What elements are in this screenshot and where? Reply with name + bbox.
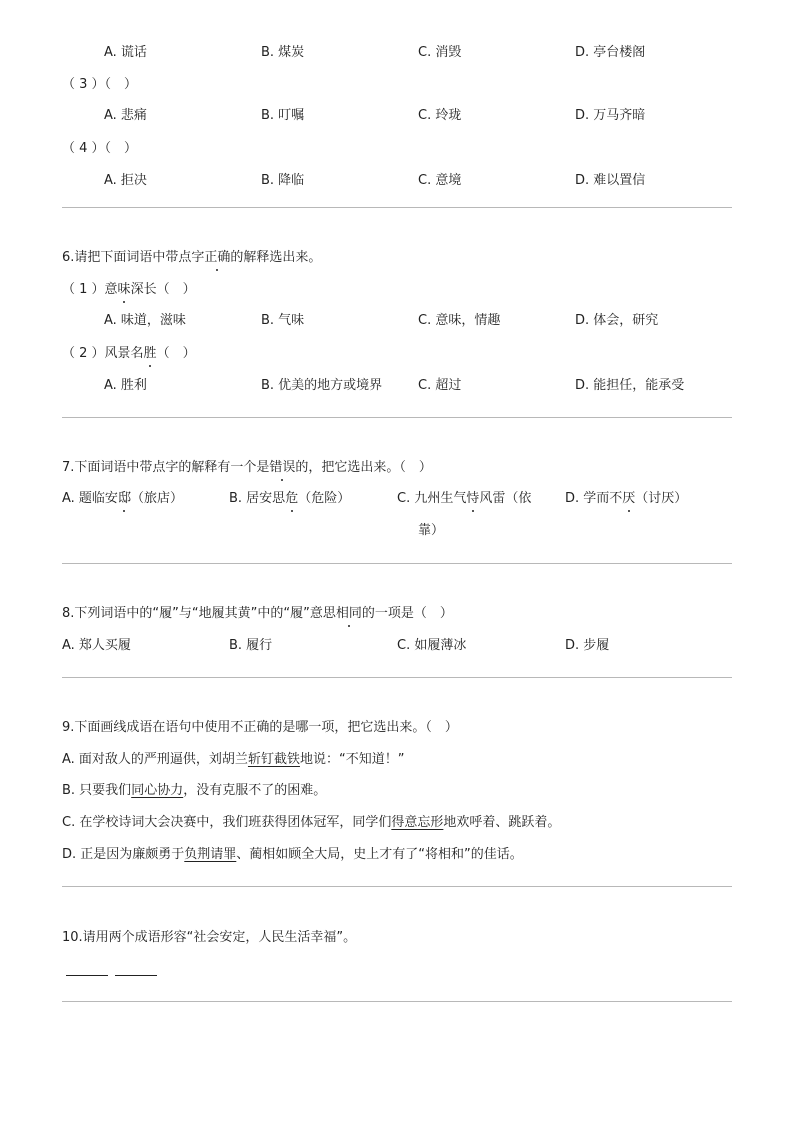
q5-p2-option-b[interactable]: B. 煤炭	[261, 45, 305, 60]
q5-p4-option-c[interactable]: C. 意境	[418, 173, 462, 188]
q9-b-underlined-idiom: 同心协力	[131, 783, 184, 798]
q5-p3-option-c[interactable]: C. 玲珑	[418, 108, 462, 123]
q5-part3-label: （ 3 ）（ ）	[62, 77, 138, 92]
q7-b-text-end: （危险）	[298, 491, 351, 506]
q6-p1-option-a[interactable]: A. 味道，滋味	[104, 313, 186, 328]
q10-stem: 10.请用两个成语形容“社会安定，人民生活幸福”。	[62, 930, 357, 945]
q9-option-a[interactable]	[62, 751, 404, 769]
q5-part4-label: （ 4 ）（ ）	[62, 141, 138, 156]
q8-stem-text-end: 的一项是（ ）	[361, 606, 453, 621]
q5-p2-option-d[interactable]: D. 亭台楼阁	[575, 45, 646, 60]
q6-p2-text-end: （ ）	[156, 346, 196, 361]
q5-p3-option-a[interactable]: A. 悲痛	[104, 108, 147, 123]
answer-blank-2[interactable]	[115, 975, 157, 976]
divider	[62, 886, 732, 887]
q9-a-text: A. 面对敌人的严刑逼供，刘胡兰	[62, 752, 248, 767]
q6-p2-option-d[interactable]: D. 能担任，能承受	[575, 378, 685, 393]
q9-c-text: C. 在学校诗词大会决赛中，我们班获得团体冠军，同学们	[62, 815, 392, 830]
q9-b-text: B. 只要我们	[62, 783, 132, 798]
q9-stem: 9.下面画线成语在语句中使用不正确的是哪一项，把它选出来。（ ）	[62, 720, 458, 735]
q8-stem-dotted: 相同	[335, 606, 362, 621]
q9-d-underlined-idiom: 负荆请罪	[184, 847, 237, 862]
q7-b-text: B. 居安思	[229, 491, 286, 506]
q7-stem-text: 7.下面词语中带点字的解释有一个是	[62, 460, 270, 475]
q9-a-underlined-idiom: 斩钉截铁	[247, 752, 300, 767]
q7-c-dotted-char: 恃	[466, 491, 480, 506]
q9-option-d[interactable]	[62, 846, 523, 864]
q6-p1-option-d[interactable]: D. 体会，研究	[575, 313, 659, 328]
q6-p2-option-b[interactable]: B. 优美的地方或境界	[261, 378, 383, 393]
q9-c-underlined-idiom: 得意忘形	[391, 815, 444, 830]
q7-d-dotted-char: 厌	[622, 491, 636, 506]
q5-p4-option-b[interactable]: B. 降临	[261, 173, 305, 188]
q6-p1-text: （ 1 ）意	[62, 282, 118, 297]
q7-option-b[interactable]	[229, 490, 350, 508]
q9-d-text: D. 正是因为廉颇勇于	[62, 847, 185, 862]
q8-stem	[62, 605, 453, 623]
q5-p4-option-d[interactable]: D. 难以置信	[575, 173, 646, 188]
answer-blank-1[interactable]	[66, 975, 108, 976]
divider	[62, 563, 732, 564]
q7-b-dotted-char: 危	[285, 491, 299, 506]
q6-p2-option-a[interactable]: A. 胜利	[104, 378, 147, 393]
q8-stem-text: 8.下列词语中的“履”与“地履其黄”中的“履”意思	[62, 606, 336, 621]
q7-a-text: A. 题临安	[62, 491, 118, 506]
q5-p2-option-a[interactable]: A. 谎话	[104, 45, 147, 60]
q8-option-c[interactable]: C. 如履薄冰	[397, 638, 467, 653]
q6-p1-option-c[interactable]: C. 意味，情趣	[418, 313, 501, 328]
q9-b-text-end: ，没有克服不了的困难。	[183, 783, 327, 798]
q6-p2-dotted-char: 胜	[143, 346, 157, 361]
q7-option-c-wrap: 靠）	[418, 523, 445, 538]
q6-p1-option-b[interactable]: B. 气味	[261, 313, 305, 328]
q5-p3-option-d[interactable]: D. 万马齐暗	[575, 108, 646, 123]
q7-stem-text-end: 的，把它选出来。（ ）	[295, 460, 432, 475]
divider	[62, 677, 732, 678]
q7-option-d[interactable]	[565, 490, 687, 508]
q5-p3-option-b[interactable]: B. 叮嘱	[261, 108, 305, 123]
q7-c-text: C. 九州生气	[397, 491, 467, 506]
q7-stem	[62, 459, 432, 477]
q5-p2-option-c[interactable]: C. 消毁	[418, 45, 462, 60]
q7-d-text-end: （讨厌）	[635, 491, 688, 506]
q9-d-text-end: 、蔺相如顾全大局，史上才有了“将相和”的佳话。	[236, 847, 523, 862]
q6-stem-dotted: 正确	[204, 250, 231, 265]
q8-option-b[interactable]: B. 履行	[229, 638, 273, 653]
q7-stem-dotted: 错误	[269, 460, 296, 475]
q6-p1-text-end: 深长（ ）	[130, 282, 196, 297]
q6-stem-text: 6.请把下面词语中带点字	[62, 250, 205, 265]
q8-option-a[interactable]: A. 郑人买履	[62, 638, 131, 653]
q6-p2-text: （ 2 ）风景名	[62, 346, 144, 361]
q5-p4-option-a[interactable]: A. 拒决	[104, 173, 147, 188]
q8-option-d[interactable]: D. 步履	[565, 638, 610, 653]
q6-part1-label	[62, 281, 196, 299]
q6-part2-label	[62, 345, 196, 363]
q6-stem	[62, 249, 321, 267]
divider	[62, 1001, 732, 1002]
q7-a-text-end: （旅店）	[130, 491, 183, 506]
q6-stem-text-end: 的解释选出来。	[230, 250, 322, 265]
q9-c-text-end: 地欢呼着、跳跃着。	[443, 815, 561, 830]
q7-option-a[interactable]	[62, 490, 183, 508]
q7-d-text: D. 学而不	[565, 491, 623, 506]
q9-option-c[interactable]	[62, 814, 560, 832]
q6-p1-dotted-char: 味	[117, 282, 131, 297]
q7-c-text-end: 风雷（依	[479, 491, 532, 506]
q6-p2-option-c[interactable]: C. 超过	[418, 378, 462, 393]
divider	[62, 417, 732, 418]
divider	[62, 207, 732, 208]
q7-a-dotted-char: 邸	[117, 491, 131, 506]
q7-option-c[interactable]	[397, 490, 531, 508]
q9-option-b[interactable]	[62, 782, 326, 800]
q9-a-text-end: 地说：“不知道！”	[299, 752, 405, 767]
